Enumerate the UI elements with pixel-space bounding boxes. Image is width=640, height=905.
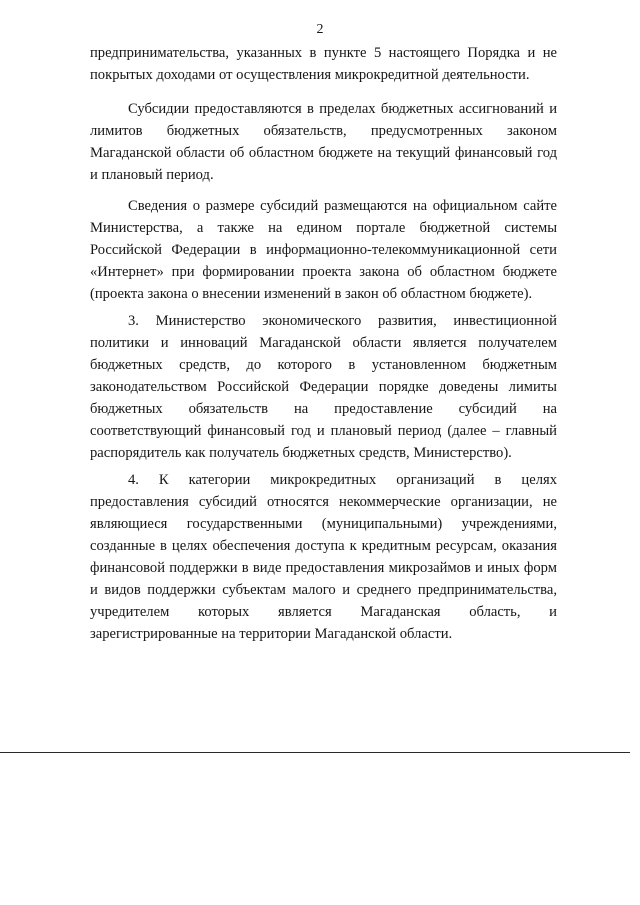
paragraph-subsidies-info: Сведения о размере субсидий размещаются на официальном сайте Министерства, а также на едином портале бюджетной системы Российской Федерации в информационно-телекоммуникационной сети «Интернет» при формировании проекта закона об областном бюджете (проекта закона о внесении изменений в закон об областном бюджете). [90,198,557,302]
paragraph-subsidies-limits: Субсидии предоставляются в пределах бюджетных ассигнований и лимитов бюджетных обязательств, предусмотренных законом Магаданской области об областном бюджете на текущий финансовый год и плановый период. [90,101,557,183]
page-number: 2 [316,22,324,37]
page-divider [0,752,630,753]
paragraph-clause-4: 4. К категории микрокредитных организаций в целях предоставления субсидий относятся некоммерческие организации, не являющиеся государственными (муниципальными) учреждениями, созданные в целях обеспечения доступа к кредитным ресурсам, оказания финансовой поддержки в виде предоставления микрозаймов и иных форм и видов поддержки субъектам малого и среднего предпринимательства, учредителем которых является Магаданская область, и зарегистрированные на территории Магаданской области. [90,472,557,642]
document-body [90,42,557,645]
paragraph-clause-3: 3. Министерство экономического развития, инвестиционной политики и инноваций Магаданской области является получателем бюджетных средств, до которого в установленном бюджетным законодательством Российской Федерации порядке доведены лимиты бюджетных обязательств на предоставление субсидий на соответствующий финансовый год и плановый период (далее – главный распорядитель как получатель бюджетных средств, Министерство). [90,313,557,461]
paragraph-continuation: предпринимательства, указанных в пункте 5 настоящего Порядка и не покрытых доходами от осуществления микрокредитной деятельности. [90,45,557,83]
